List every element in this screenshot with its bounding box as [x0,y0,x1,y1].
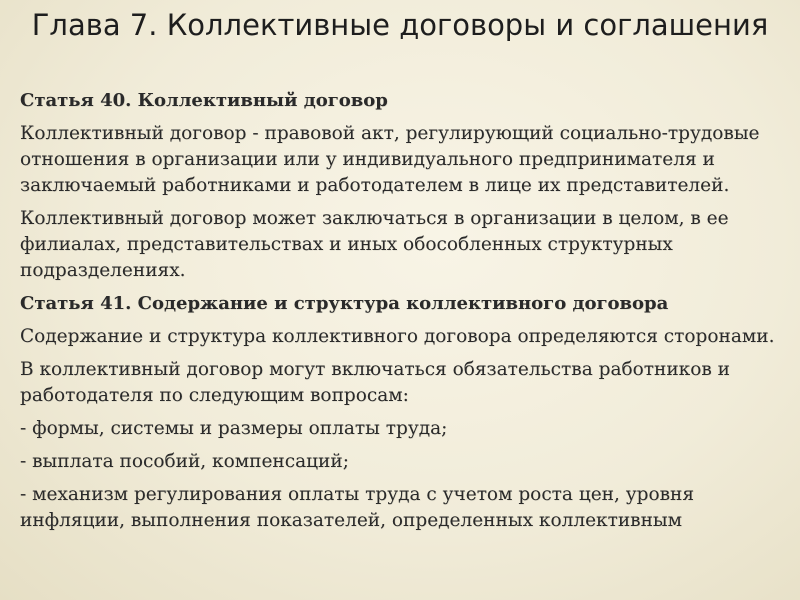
paragraph-scope: Коллективный договор может заключаться в организации в целом, в ее филиалах, представительствах и иных обособленных структурных подразделениях. [20,208,729,281]
slide-title: Глава 7. Коллективные договоры и соглашения [31,8,769,42]
article-41-heading: Статья 41. Содержание и структура коллективного договора [20,293,669,314]
paragraph-definition: Коллективный договор - правовой акт, регулирующий социально-трудовые отношения в организации или у индивидуального предпринимателя и заключаемый работниками и работодателем в лице их представителей. [20,123,760,196]
slide-body [20,88,790,534]
list-item-pay: - формы, системы и размеры оплаты труда; [20,418,448,439]
paragraph-obligations: В коллективный договор могут включаться обязательства работников и работодателя по следующим вопросам: [20,359,730,406]
article-40-heading: Статья 40. Коллективный договор [20,90,388,111]
list-item-regulation: - механизм регулирования оплаты труда с учетом роста цен, уровня инфляции, выполнения показателей, определенных коллективным [20,484,695,531]
list-item-benefits: - выплата пособий, компенсаций; [20,451,349,472]
paragraph-content-structure: Содержание и структура коллективного договора определяются сторонами. [20,326,775,347]
